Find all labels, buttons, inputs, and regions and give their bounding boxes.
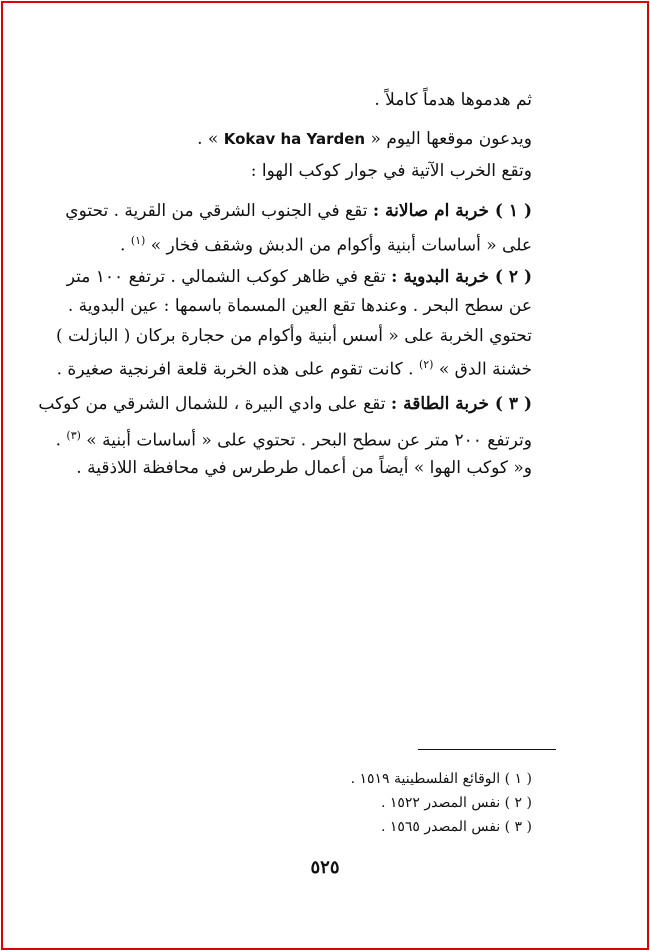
paragraph-1-line-1	[65, 200, 532, 222]
paragraph-2-line-1	[66, 266, 532, 288]
paragraph-2-text-4: خشنة الدق »	[433, 359, 532, 380]
paragraph-3-text-2: وترتفع ٢٠٠ متر عن سطح البحر . تحتوي على « أساسات أبنية »	[80, 430, 532, 451]
heading-khirbat-umm-salana: ( ١ ) خربة ام صالانة :	[372, 201, 532, 221]
text-line-3: وتقع الخرب الآتية في جوار كوكب الهوا :	[250, 161, 532, 181]
page-number: ٥٢٥	[310, 857, 340, 878]
footnote-3: ( ٣ ) نفس المصدر ١٥٦٥ .	[380, 819, 532, 835]
footnote-1: ( ١ ) الوقائع الفلسطينية ١٥١٩ .	[350, 771, 532, 787]
paragraph-2-line-4	[57, 354, 532, 381]
footnote-ref-3: (٣)	[66, 429, 81, 442]
paragraph-3-line-1	[38, 393, 532, 415]
latin-site-name: Kokav ha Yarden	[223, 130, 366, 148]
footnote-ref-2: (٢)	[418, 358, 434, 371]
text-line-2-arabic: ويدعون موقعها اليوم «	[370, 129, 532, 149]
paragraph-2-line-3: تحتوي الخربة على « أسس أبنية وأكوام من حجارة بركان ( البازلت )	[56, 326, 532, 346]
paragraph-3-text: تقع على وادي البيرة ، للشمال الشرقي من كوكب	[38, 394, 386, 414]
paragraph-1-text: تقع في الجنوب الشرقي من القرية . تحتوي	[65, 201, 368, 221]
footnote-separator	[418, 749, 556, 750]
paragraph-2-tail: . كانت تقوم على هذه الخربة قلعة افرنجية صغيرة .	[56, 359, 419, 380]
footnote-2: ( ٢ ) نفس المصدر ١٥٢٢ .	[380, 795, 532, 811]
text-line-2	[197, 128, 532, 150]
closing-quote: » .	[197, 129, 219, 149]
paragraph-3-line-3: و« كوكب الهوا » أيضاً من أعمال طرطرس في محافظة اللاذقية .	[76, 458, 532, 478]
paragraph-3-line-2	[55, 425, 532, 452]
paragraph-2-line-2: عن سطح البحر . وعندها تقع العين المسماة باسمها : عين البدوية .	[67, 296, 532, 316]
paragraph-2-text: تقع في ظاهر كوكب الشمالي . ترتفع ١٠٠ متر	[66, 267, 386, 287]
text-line-1: ثم هدموها هدماً كاملاً .	[374, 90, 532, 110]
paragraph-1-tail: .	[120, 235, 131, 256]
heading-khirbat-al-taqa: ( ٣ ) خربة الطاقة :	[390, 394, 532, 414]
paragraph-1-line-2	[120, 230, 532, 257]
paragraph-3-tail: .	[55, 430, 67, 451]
heading-khirbat-al-badawiya: ( ٢ ) خربة البدوية :	[391, 267, 532, 287]
paragraph-1-text-2: على « أساسات أبنية وأكوام من الدبش وشقف فخار »	[145, 235, 532, 256]
footnote-ref-1: (١)	[130, 234, 146, 247]
